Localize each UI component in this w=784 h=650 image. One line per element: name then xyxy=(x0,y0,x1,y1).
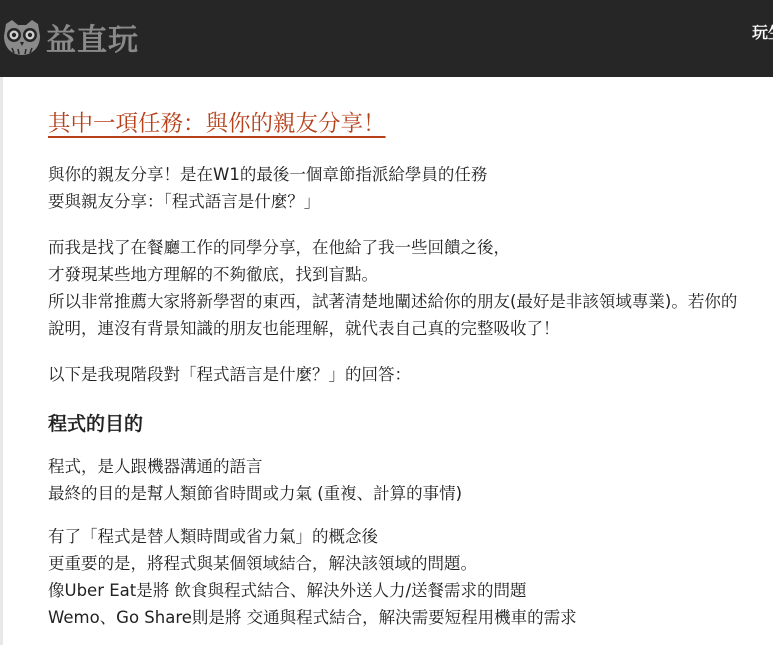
text-line: 最終的目的是幫人類節省時間或力氣 (重複、計算的事情) xyxy=(48,484,463,503)
text-line: 像Uber Eat是將 飲食與程式結合、解決外送人力/送餐需求的問題 xyxy=(48,581,527,600)
text-line: 才發現某些地方理解的不夠徹底，找到盲點。 xyxy=(48,265,378,284)
logo-text: 益直玩 xyxy=(46,23,139,58)
section-heading: 程式的目的 xyxy=(48,413,144,435)
text-line: 更重要的是，將程式與某個領域結合，解決該領域的問題。 xyxy=(48,554,477,573)
spacer xyxy=(48,515,748,523)
reflection-lines xyxy=(48,234,748,288)
content-left-border xyxy=(0,77,3,645)
answer-intro: 以下是我現階段對「程式語言是什麼？」的回答： xyxy=(48,365,411,384)
examples-paragraph xyxy=(48,523,748,631)
text-line: Wemo、Go Share則是將 交通與程式結合，解決需要短程用機車的需求 xyxy=(48,608,577,627)
top-navigation-bar xyxy=(0,0,784,77)
text-line: 程式，是人跟機器溝通的語言 xyxy=(48,457,263,476)
intro-paragraph xyxy=(48,161,748,215)
article-body xyxy=(48,105,748,650)
text-line: 要與親友分享：「程式語言是什麼？」 xyxy=(48,192,321,211)
text-line: 而我是找了在餐廳工作的同學分享，在他給了我一些回饋之後， xyxy=(48,238,510,257)
owl-logo-icon xyxy=(2,18,42,56)
purpose-paragraph xyxy=(48,453,748,507)
reflection-paragraph xyxy=(48,234,748,342)
recommendation-text: 所以非常推薦大家將新學習的東西，試著清楚地闡述給你的朋友(最好是非該領域專業)。若你的說明，連沒有背景知識的朋友也能理解，就代表自己真的完整吸收了！ xyxy=(48,292,738,338)
nav-link-partial[interactable]: 玩生 xyxy=(752,23,784,42)
text-line: 與你的親友分享！是在W1的最後一個章節指派給學員的任務 xyxy=(48,165,488,184)
text-line: 有了「程式是替人類時間或省力氣」的概念後 xyxy=(48,527,378,546)
site-logo-link[interactable] xyxy=(2,16,139,58)
article-title[interactable]: 其中一項任務：與你的親友分享！ xyxy=(48,111,386,137)
